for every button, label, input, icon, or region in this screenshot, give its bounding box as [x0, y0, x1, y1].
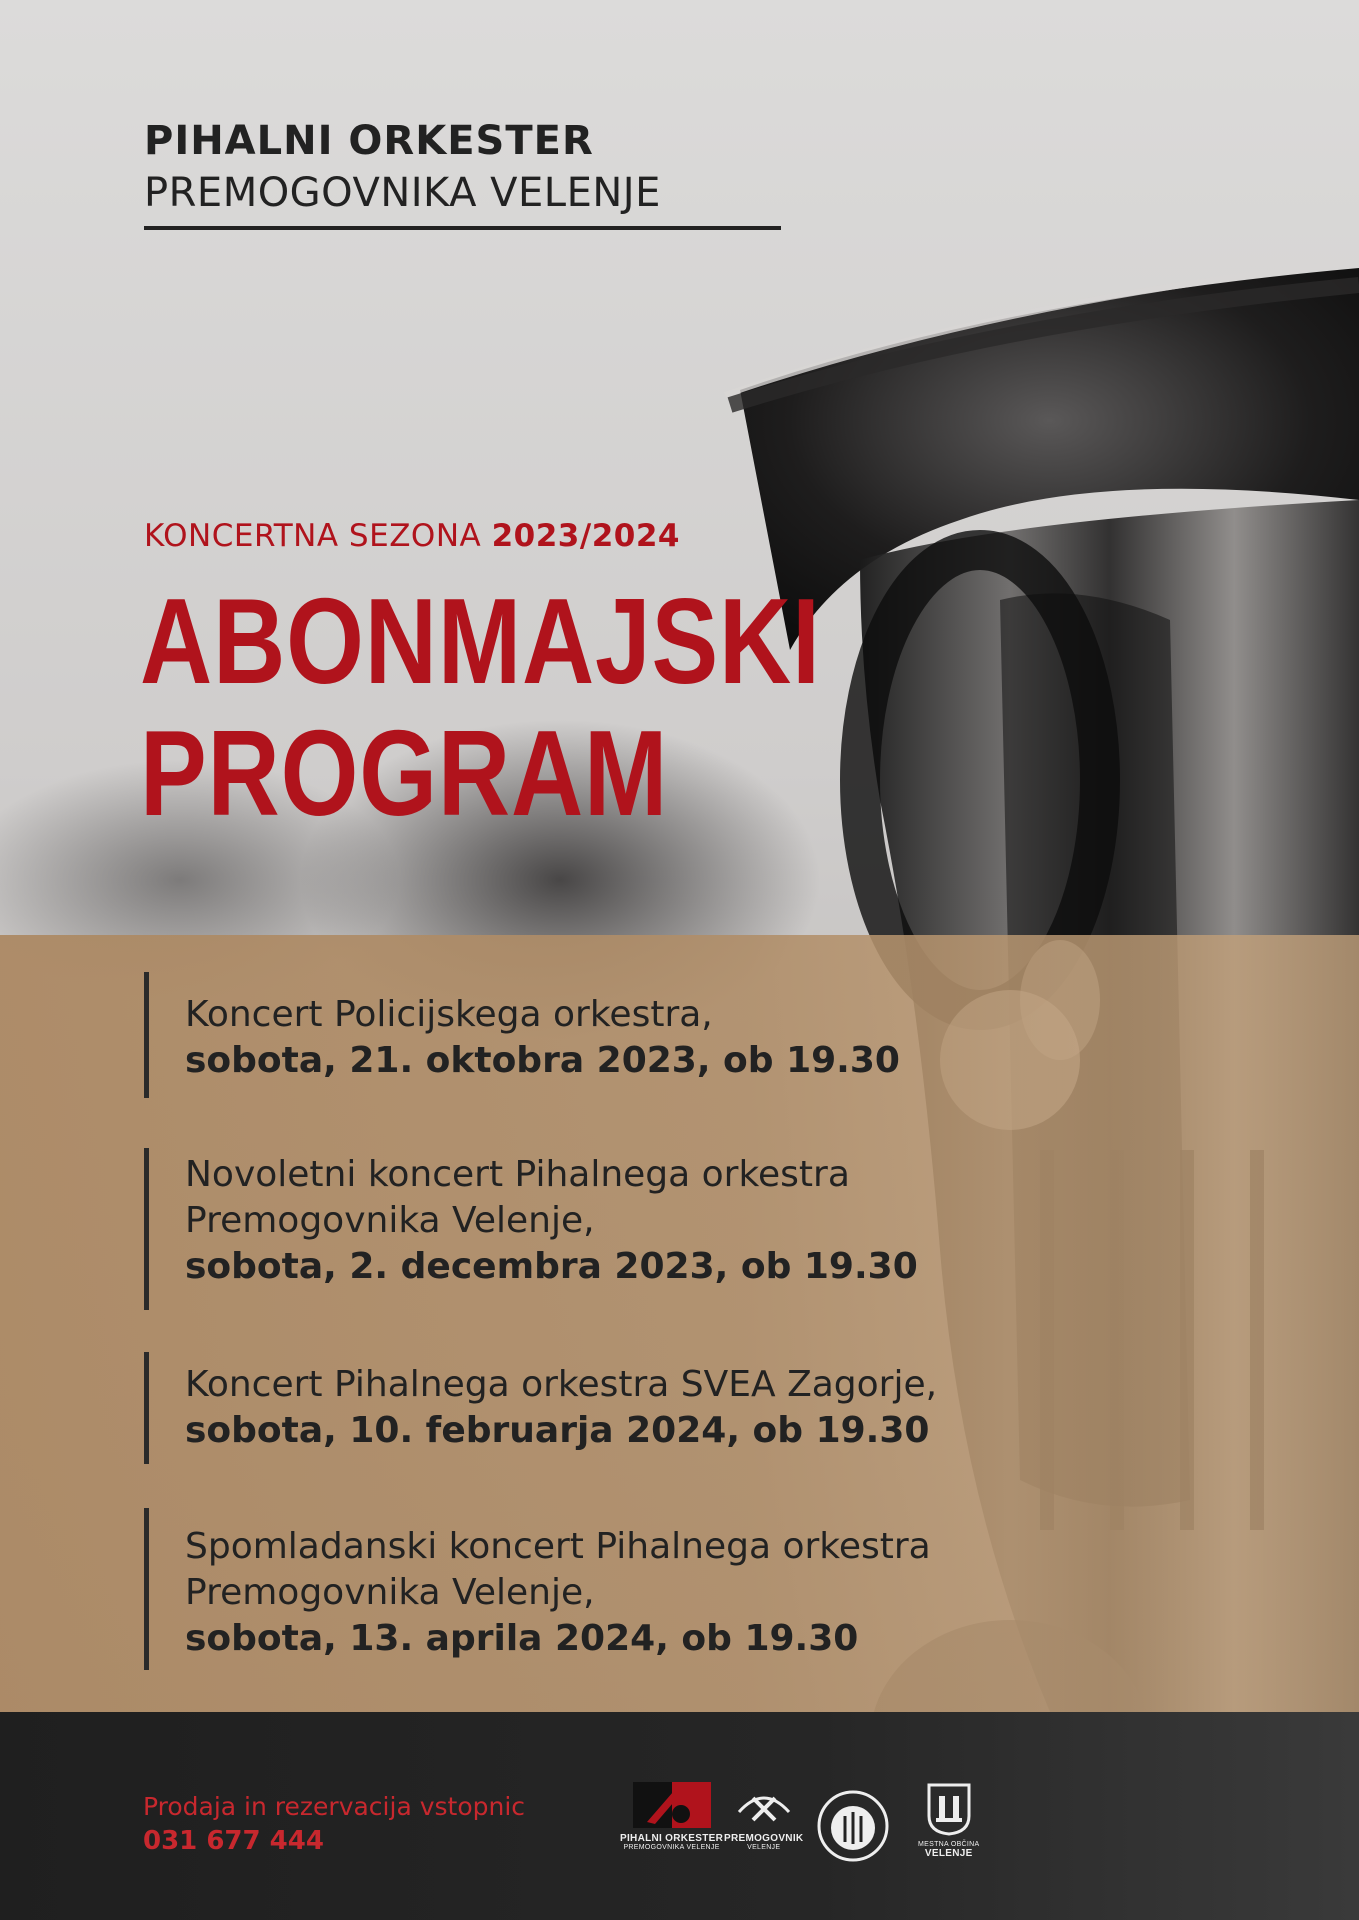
orchestra-logo-caption: PIHALNI ORKESTER: [620, 1833, 724, 1844]
orchestra-name-line2: PREMOGOVNIKA VELENJE: [144, 170, 781, 230]
title-line1: ABONMAJSKI: [140, 573, 821, 709]
event-item: [144, 1508, 931, 1670]
event-description: Koncert Policijskega orkestra,: [185, 994, 713, 1035]
event-description: Novoletni koncert Pihalnega orkestra: [185, 1154, 850, 1195]
premogovnik-logo-caption: PREMOGOVNIK: [724, 1833, 804, 1844]
orchestra-logo: [620, 1782, 723, 1851]
event-date: sobota, 10. februarja 2024, ob 19.30: [185, 1410, 930, 1451]
orchestra-logo-sub: PREMOGOVNIKA VELENJE: [623, 1844, 720, 1851]
municipality-logo: [918, 1782, 979, 1859]
event-description: Koncert Pihalnega orkestra SVEA Zagorje,: [185, 1364, 938, 1405]
event-item: [144, 1148, 918, 1310]
event-date: sobota, 13. aprila 2024, ob 19.30: [185, 1618, 859, 1659]
music-school-emblem-icon: [815, 1788, 891, 1864]
orchestra-name-line1: PIHALNI ORKESTER: [144, 118, 594, 164]
ticket-phone[interactable]: 031 677 444: [143, 1826, 324, 1856]
premogovnik-logo-sub: VELENJE: [747, 1844, 781, 1851]
event-date: sobota, 2. decembra 2023, ob 19.30: [185, 1246, 918, 1287]
municipality-crest-icon: [926, 1782, 972, 1836]
page-title: [140, 575, 821, 839]
hammer-pick-icon: [733, 1782, 795, 1828]
event-description: Spomladanski koncert Pihalnega orkestra: [185, 1526, 931, 1567]
event-description: Premogovnika Velenje,: [185, 1572, 595, 1613]
event-item: [144, 1352, 937, 1464]
municipality-logo-caption: MESTNA OBČINA: [918, 1841, 980, 1848]
music-school-logo: [815, 1788, 891, 1869]
municipality-logo-sub: VELENJE: [924, 1848, 973, 1859]
season-text: KONCERTNA SEZONA: [144, 518, 482, 554]
ticket-label: Prodaja in rezervacija vstopnic: [143, 1792, 526, 1821]
ticket-info: [143, 1790, 525, 1858]
event-item: [144, 972, 900, 1098]
premogovnik-logo: [724, 1782, 803, 1851]
orchestra-logo-icon: [633, 1782, 711, 1828]
season-label: [144, 518, 680, 554]
title-line2: PROGRAM: [140, 705, 669, 841]
orchestra-name: [144, 118, 781, 230]
event-date: sobota, 21. oktobra 2023, ob 19.30: [185, 1040, 900, 1081]
season-years: 2023/2024: [491, 518, 680, 554]
event-description: Premogovnika Velenje,: [185, 1200, 595, 1241]
